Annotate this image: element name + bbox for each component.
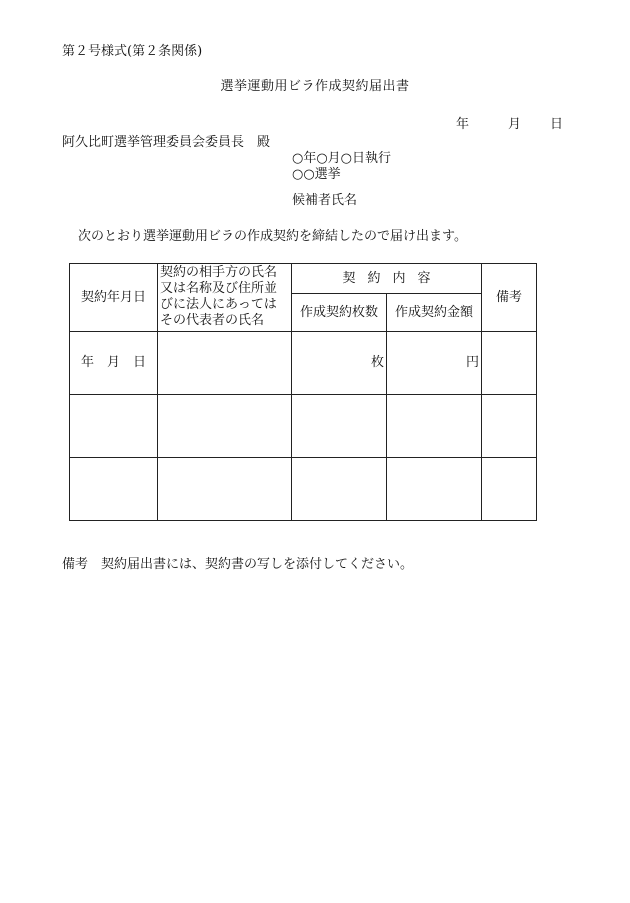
header-contract-party: 契約の相手方の氏名又は名称及び住所並びに法人にあってはその代表者の氏名 [158, 264, 292, 332]
cell-count[interactable] [292, 395, 387, 458]
header-sheet-count: 作成契約枚数 [292, 294, 387, 332]
table-row [70, 458, 537, 521]
body-text: 次のとおり選挙運動用ビラの作成契約を締結したので届け出ます。 [78, 229, 467, 244]
cell-remarks[interactable] [482, 458, 537, 521]
cell-amount[interactable] [387, 458, 482, 521]
cell-amount[interactable]: 円 [387, 332, 482, 395]
date-year: 年 [456, 117, 470, 132]
header-remarks: 備考 [482, 264, 537, 332]
date-day: 日 [550, 117, 564, 132]
footer-remarks: 備考 契約届出書には、契約書の写しを添付してください。 [62, 557, 414, 572]
header-contract-content-label: 契約内容 [342, 270, 443, 286]
candidate-name-label: 候補者氏名 [292, 193, 358, 208]
election-name: ○○選挙 [292, 167, 341, 182]
cell-amount[interactable] [387, 395, 482, 458]
contract-table [69, 263, 537, 521]
date-line [456, 117, 563, 133]
cell-count[interactable] [292, 458, 387, 521]
table-row [70, 395, 537, 458]
cell-party[interactable] [158, 332, 292, 395]
date-month: 月 [508, 117, 522, 132]
cell-remarks[interactable] [482, 395, 537, 458]
header-contract-content [292, 264, 482, 294]
table-header-row [70, 264, 537, 294]
cell-remarks[interactable] [482, 332, 537, 395]
cell-party[interactable] [158, 458, 292, 521]
document-title: 選挙運動用ビラ作成契約届出書 [220, 79, 410, 94]
cell-count[interactable]: 枚 [292, 332, 387, 395]
table-row [70, 332, 537, 395]
header-contract-date: 契約年月日 [70, 264, 158, 332]
addressee: 阿久比町選挙管理委員会委員長 殿 [62, 135, 271, 150]
cell-party[interactable] [158, 395, 292, 458]
header-amount: 作成契約金額 [387, 294, 482, 332]
cell-date[interactable] [70, 395, 158, 458]
cell-date[interactable]: 年 月 日 [70, 332, 158, 395]
execution-date: ○年○月○日執行 [292, 151, 392, 166]
form-number: 第２号様式(第２条関係) [62, 44, 203, 59]
cell-date[interactable] [70, 458, 158, 521]
